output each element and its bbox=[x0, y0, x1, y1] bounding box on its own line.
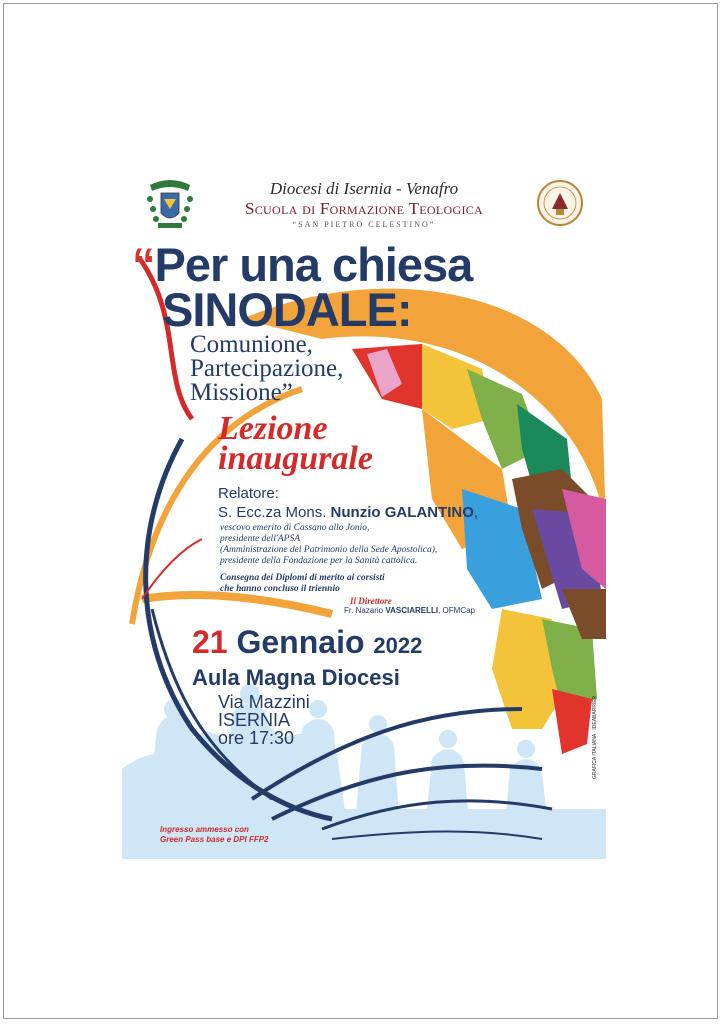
school-subtitle: “SAN PIETRO CELESTINO” bbox=[292, 220, 436, 229]
address-line: Via Mazzini bbox=[218, 692, 310, 712]
address-line: ISERNIA bbox=[218, 710, 291, 730]
ingresso-line-2: Green Pass base e DPI FFP2 bbox=[160, 835, 269, 844]
title-line-2: SINODALE: bbox=[162, 283, 412, 336]
consegna-line-1: Consegna dei Diplomi di merito ai corsisti bbox=[220, 573, 385, 583]
speaker-detail: presidente della Fondazione per la Sanità cattolica. bbox=[220, 556, 418, 566]
director-name: Fr. Nazario VASCIARELLI, OFMCap bbox=[344, 606, 476, 615]
open-quote: “ bbox=[132, 238, 155, 291]
speaker-detail: vescovo emerito di Cassano allo Jonio, bbox=[220, 523, 370, 533]
subtitle-line-3: Missione” bbox=[190, 379, 293, 406]
event-date: 21 Gennaio 2022 bbox=[192, 624, 423, 660]
speaker-detail: (Amministrazione del Patrimonio della Sede Apostolica), bbox=[220, 545, 438, 555]
director-label: Il Direttore bbox=[350, 596, 392, 606]
orange-stroke bbox=[142, 595, 332, 614]
subtitle-line-1: Comunione, bbox=[190, 331, 313, 358]
relatore-label: Relatore: bbox=[218, 485, 279, 502]
speaker-name: Nunzio GALANTINO bbox=[330, 504, 474, 521]
consegna-line-2: che hanno concluso il triennio bbox=[220, 584, 340, 594]
school-name: Scuola di Formazione Teologica bbox=[244, 199, 484, 218]
title-line-1: “Per una chiesa bbox=[132, 238, 473, 291]
event-venue: Aula Magna Diocesi bbox=[192, 665, 400, 690]
document-page bbox=[3, 3, 718, 1019]
address-line: ore 17:30 bbox=[218, 728, 295, 748]
speaker-line: S. Ecc.za Mons. Nunzio GALANTINO, bbox=[218, 504, 479, 521]
diocese-name: Diocesi di Isernia - Venafro bbox=[269, 179, 459, 198]
subtitle-line-2: Partecipazione, bbox=[190, 355, 344, 382]
graphic-credit: GRAFICA ITALIANA · IDEABARRIER bbox=[592, 695, 598, 779]
speaker-detail: presidente dell'APSA bbox=[220, 534, 301, 544]
ingresso-line-1: Ingresso ammesso con bbox=[160, 825, 249, 834]
lezione-line-1: Lezione bbox=[218, 410, 328, 447]
lezione-line-2: inaugurale bbox=[218, 440, 373, 477]
poster bbox=[122, 169, 606, 859]
